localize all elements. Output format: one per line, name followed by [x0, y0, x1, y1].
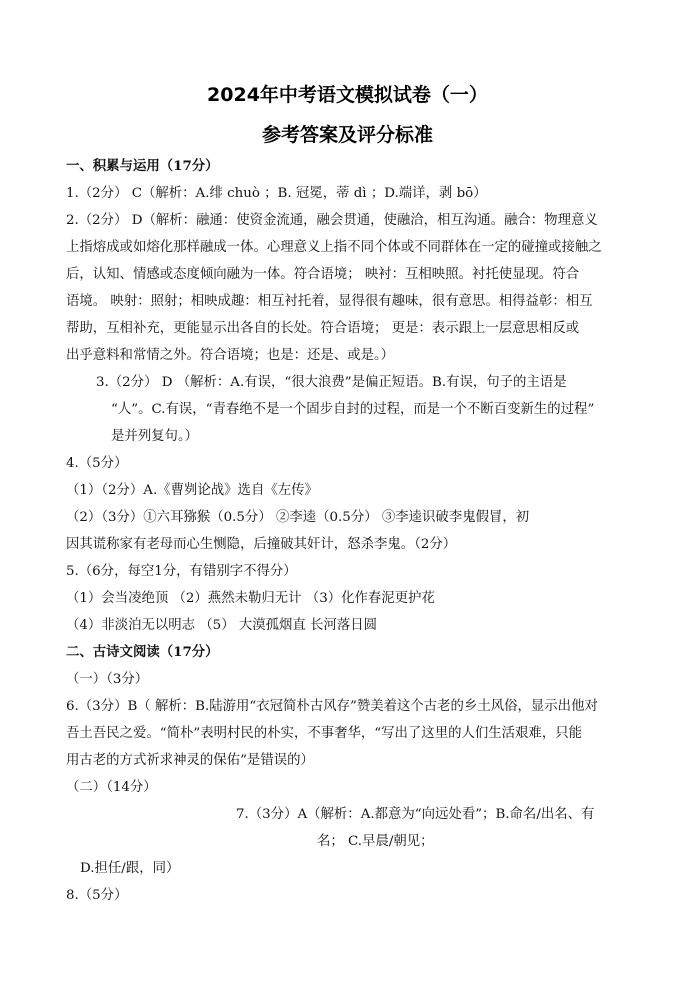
- answer-line: 名； C.早晨/朝见；: [317, 834, 434, 849]
- answer-line: 5.（6分，每空1分，有错别字不得分）: [66, 564, 297, 579]
- answer-line: “人”。C.有误，“青春绝不是一个固步自封的过程，而是一个不断百变新生的过程”: [111, 402, 595, 417]
- answer-line: 因其谎称家有老母而心生恻隐，后撞破其奸计，怒杀李鬼。（2分）: [66, 537, 457, 552]
- answer-line: （2）（3分）①六耳猕猴（0.5分） ②李逵（0.5分） ③李逵识破李鬼假冒，初: [66, 510, 530, 525]
- answer-line: 8.（5分）: [66, 888, 128, 903]
- section-heading: 一、积累与运用（17分）: [66, 158, 219, 174]
- answer-line: 语境。 映射：照射；相映成趣：相互衬托着，显得很有趣味，很有意思。相得益彰：相互: [66, 294, 593, 309]
- answer-line: （4）非淡泊无以明志 （5） 大漠孤烟直 长河落日圆: [66, 618, 378, 633]
- answer-line: （一）（3分）: [66, 672, 149, 687]
- answer-line: 上指熔成或如熔化那样融成一体。心理意义上指不同个体或不同群体在一定的碰撞或接触之: [66, 240, 602, 255]
- answer-line: 1.（2分） C（解析：A.绯 chuò ；B. 冠冕，蒂 dì ；D.端详，剥 bō）: [66, 186, 487, 201]
- answer-line: 4.（5分）: [66, 456, 128, 471]
- document-subtitle: 参考答案及评分标准: [261, 124, 433, 146]
- answer-line: D.担任/跟，同）: [80, 861, 180, 876]
- answer-line: 3.（2分） D （解析：A.有误，“很大浪费”是偏正短语。B.有误，句子的主语是: [96, 375, 567, 390]
- answer-line: 出乎意料和常情之外。符合语境；也是：还是、或是。）: [66, 348, 395, 363]
- answer-line: 2.（2分） D（解析：融通：使资金流通，融会贯通，使融洽，相互沟通。融合：物理意义: [66, 213, 598, 228]
- answer-line: （1）会当凌绝顶 （2）燕然未勒归无计 （3）化作春泥更护花: [66, 591, 435, 606]
- answer-line: 7.（3分）A（解析：A.都意为“向远处看”；B.命名/出名、有: [236, 807, 595, 822]
- answer-line: 用古老的方式祈求神灵的保佑”是错误的）: [66, 753, 314, 768]
- section-heading: 二、古诗文阅读（17分）: [66, 644, 219, 660]
- answer-line: 吾土吾民之爱。“简朴”表明村民的朴实，不事奢华，“写出了这里的人们生活艰难，只能: [66, 726, 582, 741]
- answer-line: 后，认知、情感或态度倾向融为一体。符合语境； 映衬：互相映照。衬托使显现。符合: [66, 267, 580, 282]
- answer-line: 6.（3分）B（ 解析：B.陆游用“衣冠简朴古风存”赞美着这个古老的乡土风俗，显示出他对: [66, 699, 598, 714]
- answer-line: 帮助，互相补充，更能显示出各自的长处。符合语境； 更是：表示跟上一层意思相反或: [66, 321, 580, 336]
- answer-line: （1）（2分）A.《曹刿论战》选自《左传》: [66, 483, 318, 498]
- answer-line: （二）（14分）: [66, 780, 157, 795]
- document-title: 2024年中考语文模拟试卷（一）: [207, 84, 488, 106]
- answer-line: 是并列复句。）: [111, 429, 199, 444]
